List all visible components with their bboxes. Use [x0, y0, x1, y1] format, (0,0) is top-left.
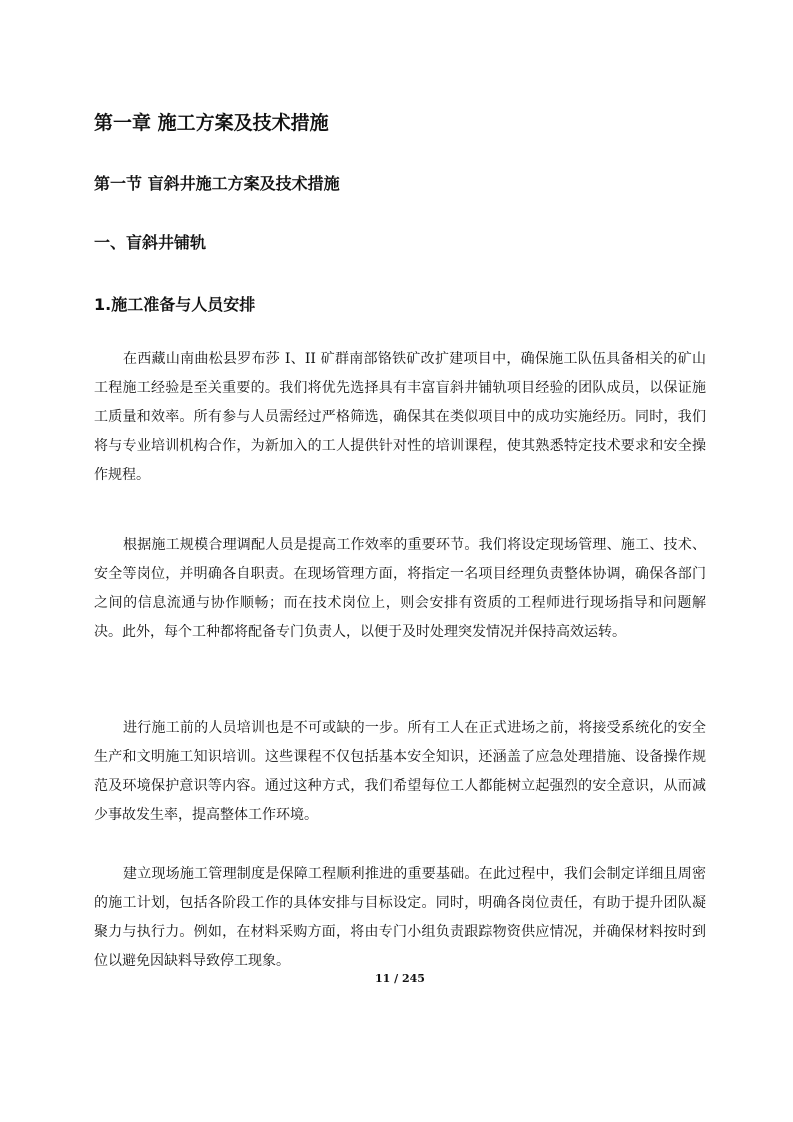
document-page	[94, 0, 706, 1122]
chapter-heading: 第一章 施工方案及技术措施	[94, 112, 329, 134]
body-paragraph-3: 进行施工前的人员培训也是不可或缺的一步。所有工人在正式进场之前，将接受系统化的安全生产和文明施工知识培训。这些课程不仅包括基本安全知识，还涵盖了应急处理措施、设备操作规范及环境保护意识等内容。通过这种方式，我们希望每位工人都能树立起强烈的安全意识，从而减少事故发生率，提高整体工作环境。	[94, 720, 706, 823]
item-heading: 1.施工准备与人员安排	[94, 295, 256, 314]
body-paragraph-2: 根据施工规模合理调配人员是提高工作效率的重要环节。我们将设定现场管理、施工、技术、安全等岗位，并明确各自职责。在现场管理方面，将指定一名项目经理负责整体协调，确保各部门之间的信息流通与协作顺畅；而在技术岗位上，则会安排有资质的工程师进行现场指导和问题解决。此外，每个工种都将配备专门负责人，以便于及时处理突发情况并保持高效运转。	[94, 537, 706, 640]
page-number: 11 / 245	[375, 972, 425, 985]
body-paragraph-1: 在西藏山南曲松县罗布莎 I、II 矿群南部铬铁矿改扩建项目中，确保施工队伍具备相关的矿山工程施工经验是至关重要的。我们将优先选择具有丰富盲斜井铺轨项目经验的团队成员，以保证施工质量和效率。所有参与人员需经过严格筛选，确保其在类似项目中的成功实施经历。同时，我们将与专业培训机构合作，为新加入的工人提供针对性的培训课程，使其熟悉特定技术要求和安全操作规程。	[94, 351, 706, 483]
section-heading: 第一节 盲斜井施工方案及技术措施	[94, 174, 340, 193]
subsection-heading: 一、盲斜井铺轨	[94, 233, 207, 252]
body-paragraph-4: 建立现场施工管理制度是保障工程顺利推进的重要基础。在此过程中，我们会制定详细且周密的施工计划，包括各阶段工作的具体安排与目标设定。同时，明确各岗位责任，有助于提升团队凝聚力与执行力。例如，在材料采购方面，将由专门小组负责跟踪物资供应情况，并确保材料按时到位以避免因缺料导致停工现象。	[94, 866, 706, 969]
